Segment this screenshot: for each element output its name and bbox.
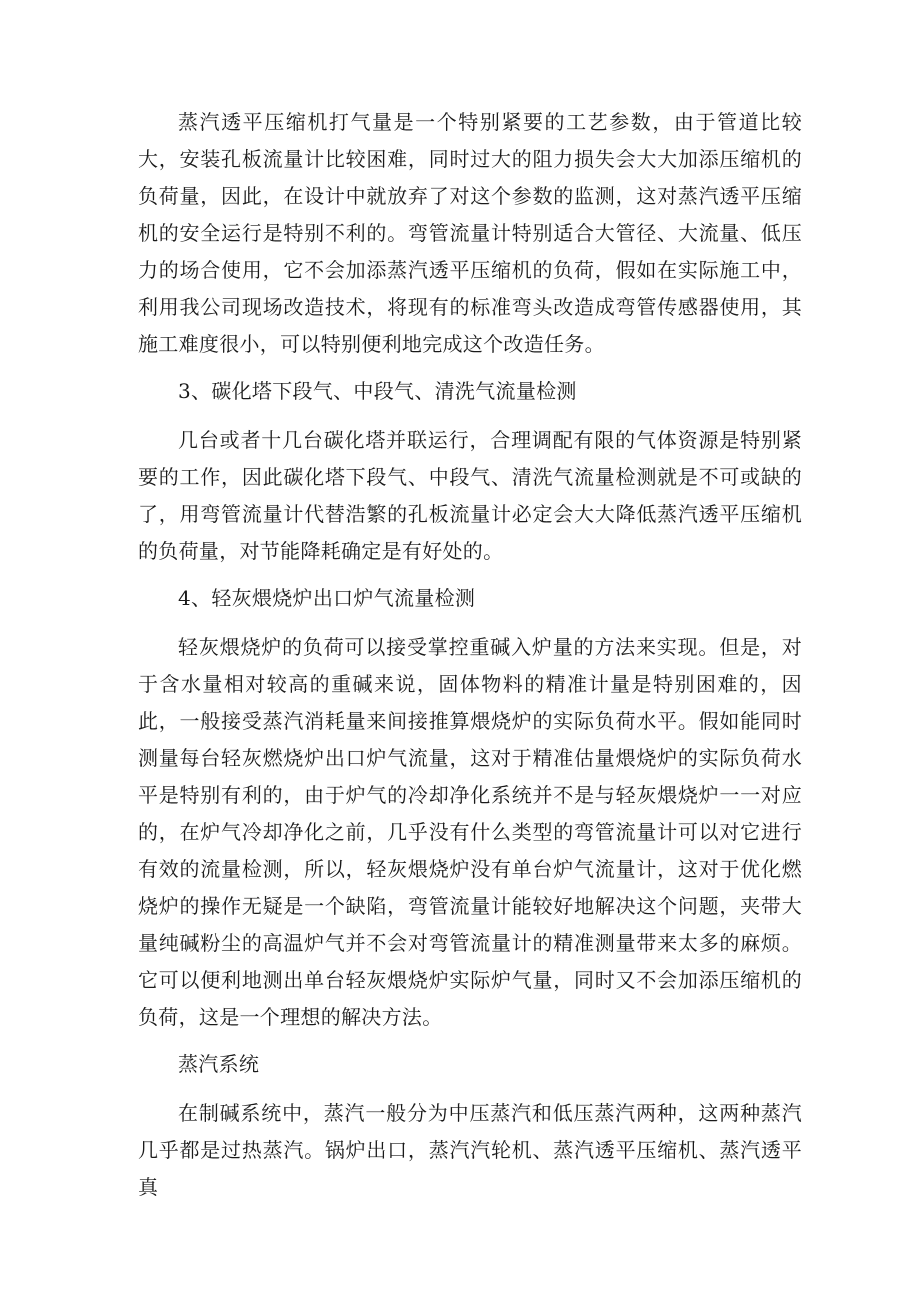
paragraph-steam-system: 在制碱系统中，蒸汽一般分为中压蒸汽和低压蒸汽两种，这两种蒸汽几乎都是过热蒸汽。锅炉出口，蒸汽汽轮机、蒸汽透平压缩机、蒸汽透平真 [138, 1101, 802, 1199]
document-body [138, 104, 802, 1216]
paragraph-calciner-outlet: 轻灰煨烧炉的负荷可以接受掌控重碱入炉量的方法来实现。但是，对于含水量相对较高的重碱来说，固体物料的精准计量是特别困难的，因此，一般接受蒸汽消耗量来间接推算煨烧炉的实际负荷水平。假如能同时测量每台轻灰燃烧炉出口炉气流量，这对于精准估量煨烧炉的实际负荷水平是特别有利的，由于炉气的冷却净化系统并不是与轻灰煨烧炉一一对应的，在炉气冷却净化之前，几乎没有什么类型的弯管流量计可以对它进行有效的流量检测，所以，轻灰煨烧炉没有单台炉气流量计，这对于优化燃烧炉的操作无疑是一个缺陷，弯管流量计能较好地解决这个问题，夹带大量纯碱粉尘的高温炉气并不会对弯管流量计的精准测量带来太多的麻烦。它可以便利地测出单台轻灰煨烧炉实际炉气量，同时又不会加添压缩机的负荷，这是一个理想的解决方法。 [138, 635, 802, 1029]
section-heading-calciner-outlet: 4、轻灰煨烧炉出口炉气流量检测 [178, 586, 476, 610]
paragraph-compressor-flow: 蒸汽透平压缩机打气量是一个特别紧要的工艺参数，由于管道比较大，安装孔板流量计比较困难，同时过大的阻力损失会大大加添压缩机的负荷量，因此，在设计中就放弃了对这个参数的监测，这对蒸汽透平压缩机的安全运行是特别不利的。弯管流量计特别适合大管径、大流量、低压力的场合使用，它不会加添蒸汽透平压缩机的负荷，假如在实际施工中，利用我公司现场改造技术，将现有的标准弯头改造成弯管传感器使用，其施工难度很小，可以特别便利地完成这个改造任务。 [138, 110, 802, 356]
section-heading-carbonation-tower: 3、碳化塔下段气、中段气、清洗气流量检测 [178, 379, 577, 403]
paragraph-carbonation-tower: 几台或者十几台碳化塔并联运行，合理调配有限的气体资源是特别紧要的工作，因此碳化塔下段气、中段气、清洗气流量检测就是不可或缺的了，用弯管流量计代替浩繁的孔板流量计必定会大大降低蒸汽透平压缩机的负荷量，对节能降耗确定是有好处的。 [138, 428, 802, 563]
section-heading-steam-system: 蒸汽系统 [178, 1052, 260, 1076]
